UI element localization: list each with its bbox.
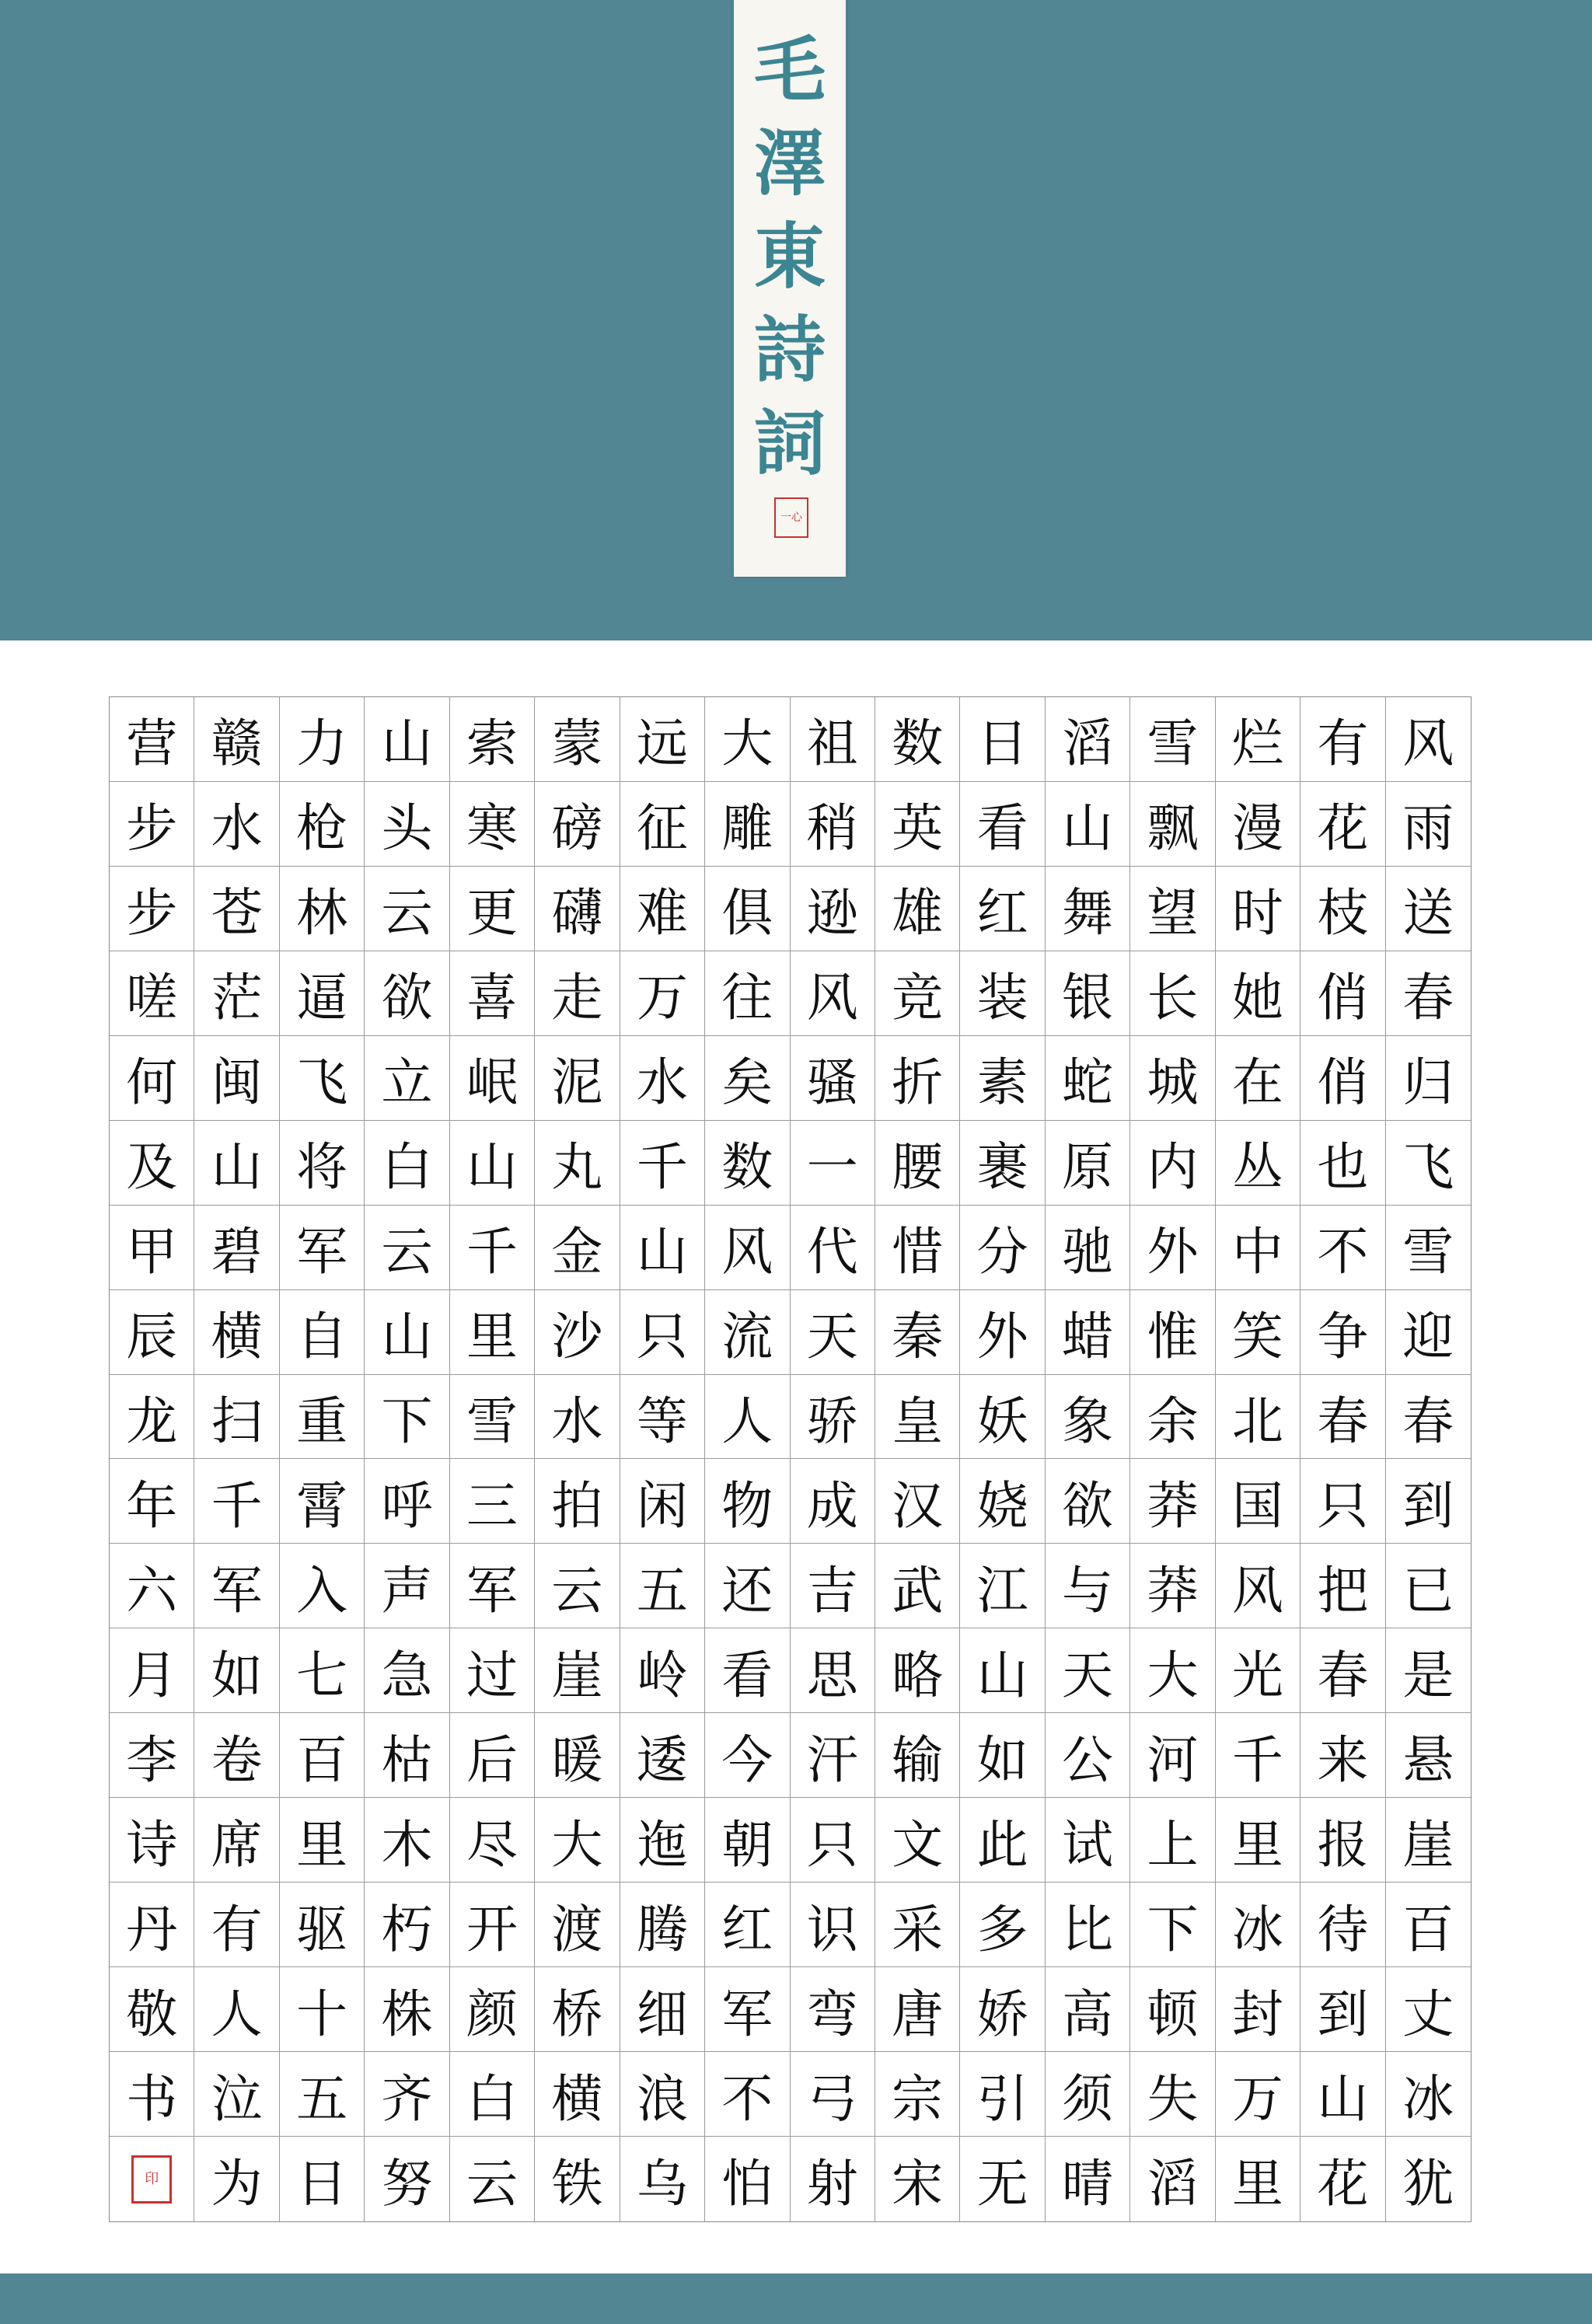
grid-char: 须 bbox=[1046, 2052, 1130, 2137]
grid-char: 山 bbox=[620, 1206, 705, 1290]
grid-char: 为 bbox=[194, 2137, 279, 2221]
grid-char: 立 bbox=[365, 1036, 449, 1121]
grid-char: 射 bbox=[791, 2137, 875, 2221]
grid-char: 征 bbox=[620, 782, 705, 867]
grid-char: 河 bbox=[1130, 1713, 1215, 1798]
grid-char: 年 bbox=[110, 1459, 194, 1544]
grid-char: 看 bbox=[705, 1628, 790, 1713]
grid-char: 急 bbox=[365, 1628, 449, 1713]
grid-char: 装 bbox=[960, 951, 1045, 1036]
grid-char: 万 bbox=[1216, 2052, 1300, 2137]
grid-char: 飘 bbox=[1130, 782, 1215, 867]
grid-char: 木 bbox=[365, 1798, 449, 1883]
grid-char: 文 bbox=[875, 1798, 960, 1883]
grid-char: 俱 bbox=[705, 867, 790, 951]
grid-char: 数 bbox=[875, 697, 960, 782]
calligraphy-grid bbox=[109, 696, 1472, 2222]
grid-char: 银 bbox=[1046, 951, 1130, 1036]
grid-char: 骄 bbox=[791, 1375, 875, 1460]
grid-char: 重 bbox=[280, 1375, 365, 1460]
grid-char: 外 bbox=[960, 1290, 1045, 1375]
grid-char: 水 bbox=[194, 782, 279, 867]
grid-char: 腰 bbox=[875, 1121, 960, 1206]
grid-char: 到 bbox=[1386, 1459, 1471, 1544]
grid-char: 三 bbox=[450, 1459, 535, 1544]
grid-char: 人 bbox=[194, 1967, 279, 2052]
grid-char: 引 bbox=[960, 2052, 1045, 2137]
grid-char: 雨 bbox=[1386, 782, 1471, 867]
grid-char: 龙 bbox=[110, 1375, 194, 1460]
grid-char: 晴 bbox=[1046, 2137, 1130, 2221]
grid-char: 霄 bbox=[280, 1459, 365, 1544]
grid-char: 余 bbox=[1130, 1375, 1215, 1460]
grid-char: 外 bbox=[1130, 1206, 1215, 1290]
grid-char: 千 bbox=[450, 1206, 535, 1290]
grid-char: 在 bbox=[1216, 1036, 1300, 1121]
grid-char: 尽 bbox=[450, 1798, 535, 1883]
grid-char: 只 bbox=[620, 1290, 705, 1375]
grid-char: 物 bbox=[705, 1459, 790, 1544]
grid-char: 何 bbox=[110, 1036, 194, 1121]
grid-char: 步 bbox=[110, 867, 194, 951]
grid-char: 里 bbox=[450, 1290, 535, 1375]
grid-char: 喜 bbox=[450, 951, 535, 1036]
grid-char: 春 bbox=[1386, 951, 1471, 1036]
grid-char: 蜡 bbox=[1046, 1290, 1130, 1375]
grid-char: 金 bbox=[535, 1206, 620, 1290]
grid-char: 天 bbox=[1046, 1628, 1130, 1713]
grid-char: 惜 bbox=[875, 1206, 960, 1290]
grid-char: 大 bbox=[705, 697, 790, 782]
grid-char: 来 bbox=[1300, 1713, 1385, 1798]
grid-char: 国 bbox=[1216, 1459, 1300, 1544]
grid-char: 蛇 bbox=[1046, 1036, 1130, 1121]
grid-char: 报 bbox=[1300, 1798, 1385, 1883]
grid-char: 不 bbox=[705, 2052, 790, 2137]
grid-char: 万 bbox=[620, 951, 705, 1036]
grid-char: 春 bbox=[1300, 1375, 1385, 1460]
grid-char: 乌 bbox=[620, 2137, 705, 2221]
grid-char: 暖 bbox=[535, 1713, 620, 1798]
grid-char: 识 bbox=[791, 1883, 875, 1967]
grid-char: 月 bbox=[110, 1628, 194, 1713]
grid-char: 飞 bbox=[280, 1036, 365, 1121]
grid-char: 株 bbox=[365, 1967, 449, 2052]
grid-char: 里 bbox=[1216, 1798, 1300, 1883]
title bbox=[734, 23, 846, 490]
title-char: 東 bbox=[753, 215, 826, 298]
grid-char: 中 bbox=[1216, 1206, 1300, 1290]
grid-char: 朝 bbox=[705, 1798, 790, 1883]
grid-char: 辰 bbox=[110, 1290, 194, 1375]
grid-char: 水 bbox=[620, 1036, 705, 1121]
grid-char: 舞 bbox=[1046, 867, 1130, 951]
grid-char: 齐 bbox=[365, 2052, 449, 2137]
grid-char: 岭 bbox=[620, 1628, 705, 1713]
title-scroll bbox=[734, 0, 846, 577]
grid-char: 折 bbox=[875, 1036, 960, 1121]
grid-char: 花 bbox=[1300, 782, 1385, 867]
grid-char: 云 bbox=[450, 2137, 535, 2221]
grid-char: 书 bbox=[110, 2052, 194, 2137]
grid-char: 桥 bbox=[535, 1967, 620, 2052]
title-seal-stamp: 一心 bbox=[774, 497, 808, 538]
title-char: 毛 bbox=[753, 28, 826, 112]
bottom-banner bbox=[0, 2273, 1592, 2324]
grid-char: 五 bbox=[280, 2052, 365, 2137]
grid-char: 甲 bbox=[110, 1206, 194, 1290]
grid-char: 军 bbox=[280, 1206, 365, 1290]
grid-char: 磅 bbox=[535, 782, 620, 867]
grid-char: 妖 bbox=[960, 1375, 1045, 1460]
grid-char: 横 bbox=[535, 2052, 620, 2137]
grid-char: 迤 bbox=[620, 1798, 705, 1883]
grid-char: 往 bbox=[705, 951, 790, 1036]
grid-char: 如 bbox=[960, 1713, 1045, 1798]
grid-char: 稍 bbox=[791, 782, 875, 867]
grid-char: 有 bbox=[1300, 697, 1385, 782]
grid-char: 呼 bbox=[365, 1459, 449, 1544]
grid-char: 敬 bbox=[110, 1967, 194, 2052]
grid-char: 时 bbox=[1216, 867, 1300, 951]
grid-char: 步 bbox=[110, 782, 194, 867]
grid-char: 泣 bbox=[194, 2052, 279, 2137]
grid-char: 天 bbox=[791, 1290, 875, 1375]
grid-char: 赣 bbox=[194, 697, 279, 782]
grid-char: 下 bbox=[1130, 1883, 1215, 1967]
grid-char: 欲 bbox=[1046, 1459, 1130, 1544]
seal-cell bbox=[110, 2137, 194, 2221]
grid-char: 日 bbox=[280, 2137, 365, 2221]
grid-char: 烂 bbox=[1216, 697, 1300, 782]
grid-char: 军 bbox=[705, 1967, 790, 2052]
grid-char: 冰 bbox=[1386, 2052, 1471, 2137]
grid-char: 白 bbox=[450, 2052, 535, 2137]
grid-char: 诗 bbox=[110, 1798, 194, 1883]
grid-char: 朽 bbox=[365, 1883, 449, 1967]
grid-char: 犹 bbox=[1402, 2154, 1454, 2214]
grid-char: 渡 bbox=[535, 1883, 620, 1967]
grid-char: 漫 bbox=[1216, 782, 1300, 867]
grid-char: 林 bbox=[280, 867, 365, 951]
grid-char: 也 bbox=[1300, 1121, 1385, 1206]
grid-char: 宗 bbox=[875, 2052, 960, 2137]
grid-char: 莽 bbox=[1130, 1544, 1215, 1628]
grid-char: 白 bbox=[365, 1121, 449, 1206]
grid-char: 俏 bbox=[1300, 1036, 1385, 1121]
grid-char: 雪 bbox=[450, 1375, 535, 1460]
grid-char: 江 bbox=[960, 1544, 1045, 1628]
grid-char: 代 bbox=[791, 1206, 875, 1290]
grid-char: 思 bbox=[791, 1628, 875, 1713]
grid-char: 已 bbox=[1386, 1544, 1471, 1628]
grid-char: 皇 bbox=[875, 1375, 960, 1460]
grid-char: 苍 bbox=[194, 867, 279, 951]
grid-char: 百 bbox=[1386, 1883, 1471, 1967]
grid-char: 还 bbox=[705, 1544, 790, 1628]
grid-char: 云 bbox=[365, 867, 449, 951]
grid-char: 头 bbox=[365, 782, 449, 867]
grid-char: 百 bbox=[280, 1713, 365, 1798]
grid-char: 无 bbox=[960, 2137, 1045, 2221]
grid-char: 弓 bbox=[791, 2052, 875, 2137]
grid-char: 大 bbox=[535, 1798, 620, 1883]
grid-char: 汉 bbox=[875, 1459, 960, 1544]
grid-char: 远 bbox=[620, 697, 705, 782]
grid-char: 不 bbox=[1300, 1206, 1385, 1290]
grid-char: 娆 bbox=[960, 1459, 1045, 1544]
grid-char: 丹 bbox=[110, 1883, 194, 1967]
grid-char: 原 bbox=[1046, 1121, 1130, 1206]
grid-char: 公 bbox=[1046, 1713, 1130, 1798]
grid-char: 寒 bbox=[450, 782, 535, 867]
grid-char: 沙 bbox=[535, 1290, 620, 1375]
grid-char: 只 bbox=[1300, 1459, 1385, 1544]
grid-char: 只 bbox=[791, 1798, 875, 1883]
grid-char: 自 bbox=[280, 1290, 365, 1375]
grid-char: 枯 bbox=[365, 1713, 449, 1798]
grid-char: 山 bbox=[1046, 782, 1130, 867]
grid-char: 争 bbox=[1300, 1290, 1385, 1375]
grid-char: 秦 bbox=[875, 1290, 960, 1375]
grid-char: 山 bbox=[450, 1121, 535, 1206]
grid-char: 营 bbox=[110, 697, 194, 782]
grid-char: 力 bbox=[280, 697, 365, 782]
grid-char: 归 bbox=[1386, 1036, 1471, 1121]
grid-char: 汗 bbox=[791, 1713, 875, 1798]
grid-char: 丸 bbox=[535, 1121, 620, 1206]
grid-char: 及 bbox=[110, 1121, 194, 1206]
grid-char: 惟 bbox=[1130, 1290, 1215, 1375]
grid-char: 军 bbox=[194, 1544, 279, 1628]
grid-char: 水 bbox=[535, 1375, 620, 1460]
grid-char: 祖 bbox=[791, 697, 875, 782]
grid-char: 枪 bbox=[280, 782, 365, 867]
grid-char: 云 bbox=[365, 1206, 449, 1290]
grid-char: 难 bbox=[620, 867, 705, 951]
grid-char: 象 bbox=[1046, 1375, 1130, 1460]
grid-char: 悬 bbox=[1386, 1713, 1471, 1798]
grid-char: 唐 bbox=[875, 1967, 960, 2052]
grid-char: 素 bbox=[960, 1036, 1045, 1121]
grid-char: 丛 bbox=[1216, 1121, 1300, 1206]
grid-char: 冰 bbox=[1216, 1883, 1300, 1967]
grid-char: 千 bbox=[620, 1121, 705, 1206]
grid-char: 崖 bbox=[1386, 1798, 1471, 1883]
grid-char: 长 bbox=[1130, 951, 1215, 1036]
grid-char: 泥 bbox=[535, 1036, 620, 1121]
grid-char: 山 bbox=[194, 1121, 279, 1206]
grid-char: 送 bbox=[1386, 867, 1471, 951]
grid-char: 英 bbox=[875, 782, 960, 867]
grid-char: 弯 bbox=[791, 1967, 875, 2052]
grid-char: 流 bbox=[705, 1290, 790, 1375]
grid-char: 茫 bbox=[194, 951, 279, 1036]
grid-char: 驱 bbox=[280, 1883, 365, 1967]
grid-char: 怕 bbox=[705, 2137, 790, 2221]
title-char: 澤 bbox=[753, 121, 826, 205]
grid-char: 逊 bbox=[791, 867, 875, 951]
grid-char: 将 bbox=[280, 1121, 365, 1206]
grid-char: 风 bbox=[1216, 1544, 1300, 1628]
grid-char: 如 bbox=[194, 1628, 279, 1713]
grid-char: 里 bbox=[1216, 2137, 1300, 2221]
grid-char: 更 bbox=[450, 867, 535, 951]
grid-char: 滔 bbox=[1130, 2137, 1215, 2221]
grid-char: 丈 bbox=[1386, 1967, 1471, 2052]
grid-char: 宋 bbox=[875, 2137, 960, 2221]
grid-char: 闽 bbox=[194, 1036, 279, 1121]
grid-char: 里 bbox=[280, 1798, 365, 1883]
grid-char: 雄 bbox=[875, 867, 960, 951]
grid-char: 采 bbox=[875, 1883, 960, 1967]
grid-char: 礴 bbox=[535, 867, 620, 951]
grid-char: 千 bbox=[1216, 1713, 1300, 1798]
grid-char: 崖 bbox=[535, 1628, 620, 1713]
grid-char: 逼 bbox=[280, 951, 365, 1036]
grid-char: 内 bbox=[1130, 1121, 1215, 1206]
grid-char: 到 bbox=[1300, 1967, 1385, 2052]
grid-char: 与 bbox=[1046, 1544, 1130, 1628]
grid-char: 日 bbox=[960, 697, 1045, 782]
grid-char: 山 bbox=[365, 697, 449, 782]
title-char: 詩 bbox=[753, 308, 826, 392]
grid-char: 矣 bbox=[705, 1036, 790, 1121]
grid-char: 嗟 bbox=[110, 951, 194, 1036]
grid-char: 笑 bbox=[1216, 1290, 1300, 1375]
grid-char: 横 bbox=[194, 1290, 279, 1375]
grid-char: 失 bbox=[1130, 2052, 1215, 2137]
title-char: 詞 bbox=[753, 401, 826, 485]
grid-char: 下 bbox=[365, 1375, 449, 1460]
grid-char: 逶 bbox=[620, 1713, 705, 1798]
grid-char: 腾 bbox=[620, 1883, 705, 1967]
grid-char: 李 bbox=[110, 1713, 194, 1798]
grid-char: 过 bbox=[450, 1628, 535, 1713]
grid-char: 输 bbox=[875, 1713, 960, 1798]
grid-char: 裹 bbox=[960, 1121, 1045, 1206]
grid-char: 六 bbox=[110, 1544, 194, 1628]
artist-seal-stamp: 印 bbox=[131, 2155, 172, 2204]
grid-char: 把 bbox=[1300, 1544, 1385, 1628]
grid-char: 七 bbox=[280, 1628, 365, 1713]
grid-char: 席 bbox=[194, 1798, 279, 1883]
grid-char: 大 bbox=[1130, 1628, 1215, 1713]
grid-char: 光 bbox=[1216, 1628, 1300, 1713]
grid-char: 雪 bbox=[1130, 697, 1215, 782]
grid-char: 数 bbox=[705, 1121, 790, 1206]
grid-char: 山 bbox=[365, 1290, 449, 1375]
grid-char: 有 bbox=[194, 1883, 279, 1967]
grid-char: 俏 bbox=[1300, 951, 1385, 1036]
grid-char: 闲 bbox=[620, 1459, 705, 1544]
grid-char: 分 bbox=[960, 1206, 1045, 1290]
grid-char: 风 bbox=[1386, 697, 1471, 782]
grid-char: 北 bbox=[1216, 1375, 1300, 1460]
grid-char: 高 bbox=[1046, 1967, 1130, 2052]
grid-char: 竞 bbox=[875, 951, 960, 1036]
grid-char: 封 bbox=[1216, 1967, 1300, 2052]
grid-char: 山 bbox=[960, 1628, 1045, 1713]
grid-char: 成 bbox=[791, 1459, 875, 1544]
grid-char: 山 bbox=[1300, 2052, 1385, 2137]
grid-char: 迎 bbox=[1386, 1290, 1471, 1375]
grid-char: 滔 bbox=[1046, 697, 1130, 782]
grid-char: 花 bbox=[1300, 2137, 1385, 2221]
grid-char: 后 bbox=[450, 1713, 535, 1798]
grid-char: 是 bbox=[1386, 1628, 1471, 1713]
grid-char: 碧 bbox=[194, 1206, 279, 1290]
grid-char: 飞 bbox=[1386, 1121, 1471, 1206]
grid-char: 一 bbox=[791, 1121, 875, 1206]
grid-char: 骚 bbox=[791, 1036, 875, 1121]
grid-char: 红 bbox=[960, 867, 1045, 951]
grid-char: 努 bbox=[365, 2137, 449, 2221]
grid-char: 五 bbox=[620, 1544, 705, 1628]
grid-char: 她 bbox=[1216, 951, 1300, 1036]
grid-char: 卷 bbox=[194, 1713, 279, 1798]
grid-char: 娇 bbox=[960, 1967, 1045, 2052]
grid-char: 等 bbox=[620, 1375, 705, 1460]
grid-char: 千 bbox=[194, 1459, 279, 1544]
grid-char: 十 bbox=[280, 1967, 365, 2052]
grid-char: 试 bbox=[1046, 1798, 1130, 1883]
grid-char: 城 bbox=[1130, 1036, 1215, 1121]
grid-char: 待 bbox=[1300, 1883, 1385, 1967]
grid-char: 春 bbox=[1386, 1375, 1471, 1460]
grid-char: 浪 bbox=[620, 2052, 705, 2137]
grid-char: 声 bbox=[365, 1544, 449, 1628]
grid-char: 细 bbox=[620, 1967, 705, 2052]
grid-char: 颜 bbox=[450, 1967, 535, 2052]
grid-char: 开 bbox=[450, 1883, 535, 1967]
grid-char: 多 bbox=[960, 1883, 1045, 1967]
grid-char: 蒙 bbox=[535, 697, 620, 782]
grid-char: 人 bbox=[705, 1375, 790, 1460]
grid-char: 雕 bbox=[705, 782, 790, 867]
grid-char: 枝 bbox=[1300, 867, 1385, 951]
grid-char: 风 bbox=[705, 1206, 790, 1290]
grid-char: 拍 bbox=[535, 1459, 620, 1544]
grid-char: 驰 bbox=[1046, 1206, 1130, 1290]
grid-char: 索 bbox=[450, 697, 535, 782]
grid-char: 红 bbox=[705, 1883, 790, 1967]
grid-char: 今 bbox=[705, 1713, 790, 1798]
grid-char: 吉 bbox=[791, 1544, 875, 1628]
grid-char: 军 bbox=[450, 1544, 535, 1628]
grid-char: 欲 bbox=[365, 951, 449, 1036]
grid-char: 上 bbox=[1130, 1798, 1215, 1883]
grid-char: 莽 bbox=[1130, 1459, 1215, 1544]
grid-char: 春 bbox=[1300, 1628, 1385, 1713]
grid-char: 武 bbox=[875, 1544, 960, 1628]
grid-char: 略 bbox=[875, 1628, 960, 1713]
grid-char: 比 bbox=[1046, 1883, 1130, 1967]
grid-char: 雪 bbox=[1386, 1206, 1471, 1290]
grid-char: 入 bbox=[280, 1544, 365, 1628]
grid-char: 铁 bbox=[535, 2137, 620, 2221]
grid-char: 看 bbox=[960, 782, 1045, 867]
grid-char: 此 bbox=[960, 1798, 1045, 1883]
grid-char: 顿 bbox=[1130, 1967, 1215, 2052]
grid-char: 岷 bbox=[450, 1036, 535, 1121]
grid-char: 云 bbox=[535, 1544, 620, 1628]
grid-char: 扫 bbox=[194, 1375, 279, 1460]
grid-char: 望 bbox=[1130, 867, 1215, 951]
grid-char: 风 bbox=[791, 951, 875, 1036]
grid-char: 走 bbox=[535, 951, 620, 1036]
